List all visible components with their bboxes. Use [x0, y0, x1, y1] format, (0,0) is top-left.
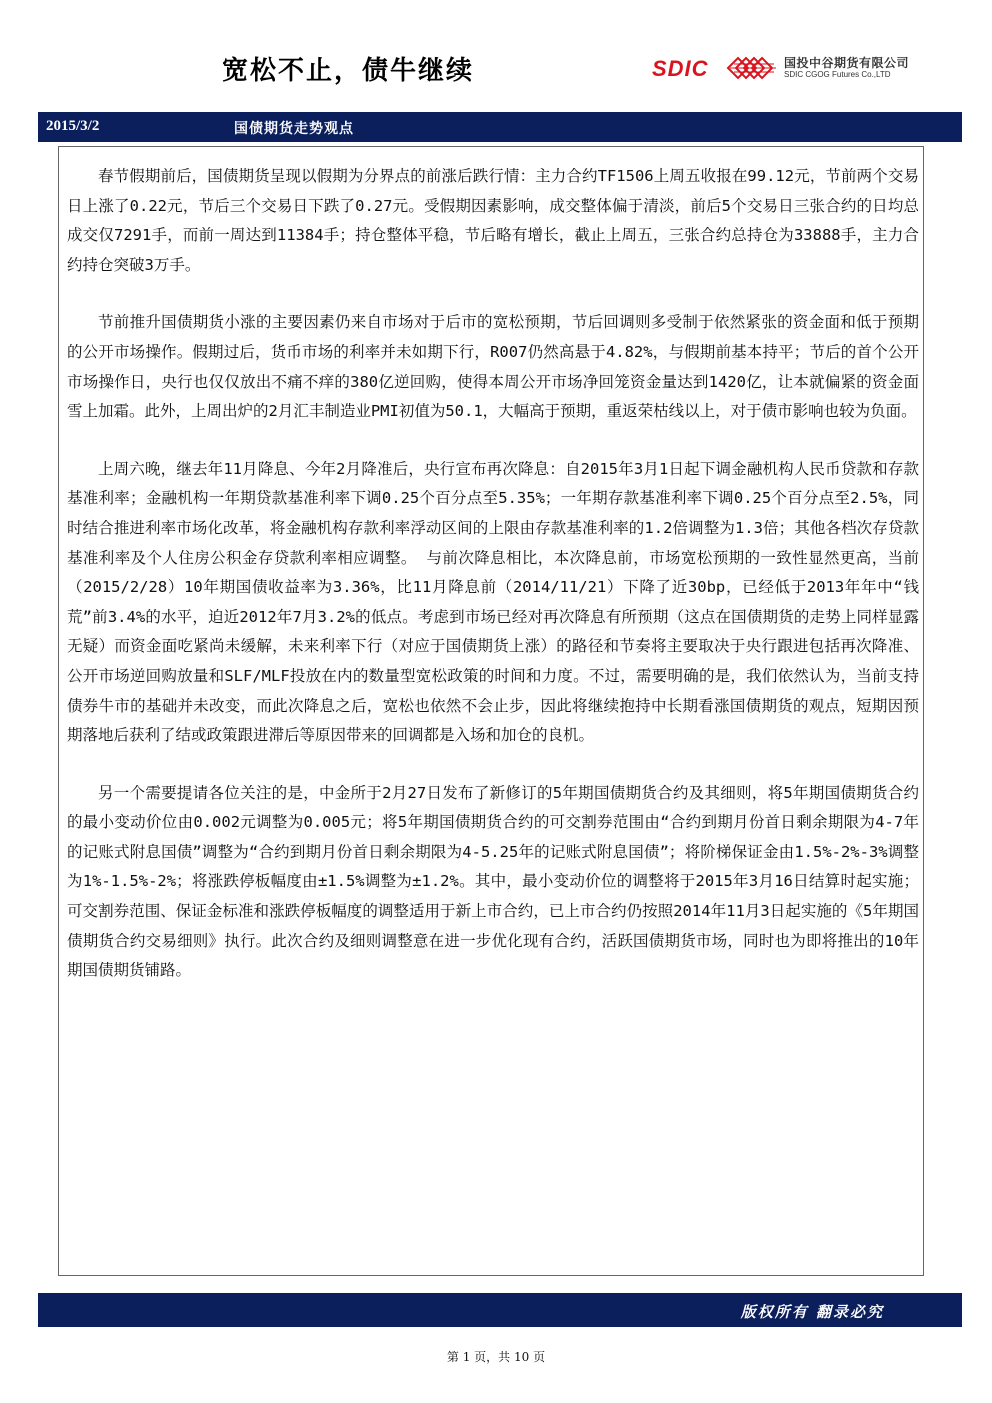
article-body	[67, 162, 919, 1014]
document-title: 宽松不止，债牛继续	[222, 56, 475, 86]
header-bar	[38, 112, 962, 142]
logo-brand: SDIC	[652, 56, 709, 81]
paragraph: 春节假期前后，国债期货呈现以假期为分界点的前涨后跌行情：主力合约TF1506上周五收报在99.12元，节前两个交易日上涨了0.22元，节后三个交易日下跌了0.27元。受假期因素影响，成交整体偏于清淡，前后5个交易日三张合约的日均总成交仅7291手，而前一周达到11384手；持仓整体平稳，节后略有增长，截止上周五，三张合约总持仓为33888手，主力合约持仓突破3万手。	[67, 167, 919, 274]
company-logo	[652, 52, 942, 84]
logo-company-en: SDIC CGOG Futures Co.,LTD	[784, 70, 891, 79]
logo-stripes-icon	[726, 54, 778, 82]
report-date: 2015/3/2	[46, 118, 100, 134]
logo-company-cn: 国投中谷期货有限公司	[784, 56, 910, 70]
paragraph: 另一个需要提请各位关注的是，中金所于2月27日发布了新修订的5年期国债期货合约及其细则，将5年期国债期货合约的最小变动价位由0.002元调整为0.005元；将5年期国债期货合约的可交割券范围由“合约到期月份首日剩余期限为4-7年的记账式附息国债”调整为“合约到期月份首日剩余期限为4-5.25年的记账式附息国债”；将阶梯保证金由1.5%-2%-3%调整为1%-1.5%-2%；将涨跌停板幅度由±1.5%调整为±1.2%。其中，最小变动价位的调整将于2015年3月16日结算时起实施；可交割券范围、保证金标准和涨跌停板幅度的调整适用于新上市合约，已上市合约仍按照2014年11月3日起实施的《5年期国债期货合约交易细则》执行。此次合约及细则调整意在进一步优化现有合约，活跃国债期货市场，同时也为即将推出的10年期国债期货铺路。	[67, 783, 919, 980]
copyright-notice: 版权所有 翻录必究	[740, 1303, 884, 1321]
paragraph: 上周六晚，继去年11月降息、今年2月降准后，央行宣布再次降息：自2015年3月1日起下调金融机构人民币贷款和存款基准利率；金融机构一年期贷款基准利率下调0.25个百分点至5.35%；一年期存款基准利率下调0.25个百分点至2.5%，同时结合推进利率市场化改革，将金融机构存款利率浮动区间的上限由存款基准利率的1.2倍调整为1.3倍；其他各档次存贷款基准利率及个人住房公积金存贷款利率相应调整。 与前次降息相比，本次降息前，市场宽松预期的一致性显然更高，当前（2015/2/28）10年期国债收益率为3.36%，比11月降息前（2014/11/21）下降了近30bp，已经低于2013年年中“钱荒”前3.4%的水平，迫近2012年7月3.2%的低点。考虑到市场已经对再次降息有所预期（这点在国债期货的走势上同样显露无疑）而资金面吃紧尚未缓解，未来利率下行（对应于国债期货上涨）的路径和节奏将主要取决于央行跟进包括再次降准、公开市场逆回购放量和SLF/MLF投放在内的数量型宽松政策的时间和力度。不过，需要明确的是，我们依然认为，当前支持债券牛市的基础并未改变，而此次降息之后，宽松也依然不会止步，因此将继续抱持中长期看涨国债期货的观点，短期因预期落地后获利了结或政策跟进滞后等原因带来的回调都是入场和加仓的良机。	[67, 459, 919, 745]
footer-bar	[38, 1293, 962, 1327]
paragraph: 节前推升国债期货小涨的主要因素仍来自市场对于后市的宽松预期，节后回调则多受制于依然紧张的资金面和低于预期的公开市场操作。假期过后，货币市场的利率并未如期下行，R007仍然高悬于4.82%，与假期前基本持平；节后的首个公开市场操作日，央行也仅仅放出不痛不痒的380亿逆回购，使得本周公开市场净回笼资金量达到1420亿，让本就偏紧的资金面雪上加霜。此外，上周出炉的2月汇丰制造业PMI初值为50.1，大幅高于预期，重返荣枯线以上，对于债市影响也较为负面。	[67, 313, 919, 421]
section-title: 国债期货走势观点	[234, 121, 354, 137]
page-number: 第 1 页，共 10 页	[446, 1350, 546, 1364]
